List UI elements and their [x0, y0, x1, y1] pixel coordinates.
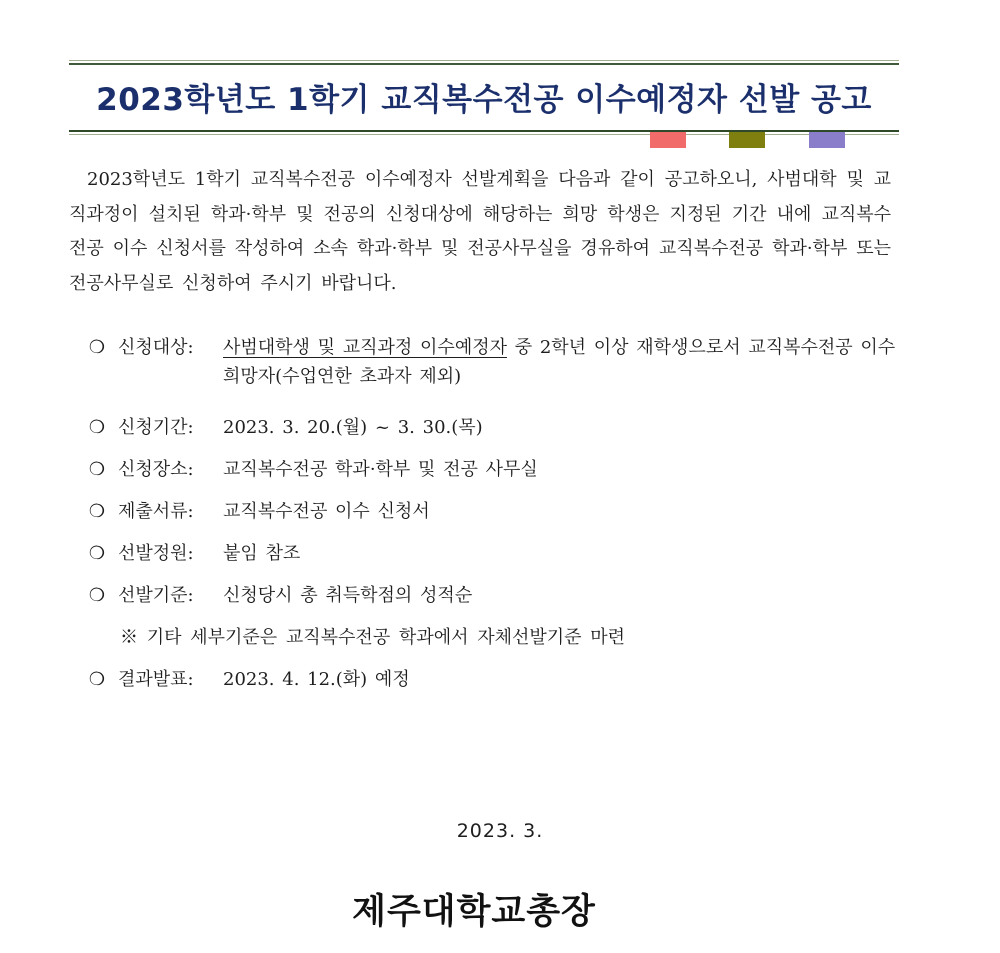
item-value: 신청당시 총 취득학점의 성적순 [223, 585, 473, 606]
item-quota [86, 539, 896, 581]
bullet-icon: ❍ [88, 669, 106, 690]
item-value: 교직복수전공 이수 신청서 [223, 501, 430, 522]
item-label: 신청기간: [118, 417, 194, 438]
notice-date: 2023. 3. [456, 820, 544, 842]
top-rule-thick [69, 63, 899, 65]
item-criteria [86, 581, 896, 623]
bottom-rule-thin [69, 134, 899, 135]
accent-swatch-red [650, 132, 686, 148]
item-label: 선발정원: [118, 543, 194, 564]
item-announcement [86, 665, 896, 707]
item-label: 신청대상: [118, 337, 194, 358]
item-value: 교직복수전공 학과·학부 및 전공 사무실 [223, 459, 538, 480]
item-value: 2023. 3. 20.(월) ~ 3. 30.(목) [223, 417, 483, 438]
issuer-name: 제주대학교총장 [352, 892, 596, 932]
intro-paragraph: 2023학년도 1학기 교직복수전공 이수예정자 선발계획을 다음과 같이 공고하오니, 사범대학 및 교직과정이 설치된 학과·학부 및 전공의 신청대상에 해당하는 희망 학생은 지정된 기간 내에 교직복수전공 이수 신청서를 작성하여 소속 학과·학부 및 전공사무실을 경유하여 교직복수전공 학과·학부 또는 전공사무실로 신청하여 주시기 바랍니다. [69, 169, 891, 294]
item-label: 선발기준: [118, 585, 194, 606]
notice-items [86, 333, 896, 707]
item-applicants [86, 333, 896, 413]
item-period [86, 413, 896, 455]
bullet-icon: ❍ [88, 543, 106, 564]
bullet-icon: ❍ [88, 337, 106, 358]
item-label: 결과발표: [118, 669, 194, 690]
bullet-icon: ❍ [88, 501, 106, 522]
criteria-note: ※ 기타 세부기준은 교직복수전공 학과에서 자체선발기준 마련 [120, 627, 626, 648]
notice-title: 2023학년도 1학기 교직복수전공 이수예정자 선발 공고 [96, 82, 872, 118]
item-value: 붙임 참조 [223, 543, 301, 564]
item-label: 신청장소: [118, 459, 194, 480]
accent-swatch-purple [809, 132, 845, 148]
item-documents [86, 497, 896, 539]
item-value-rest: 중 2학년 이상 재학생으로서 교직복수전공 이수 희망자(수업연한 초과자 제외) [223, 337, 896, 387]
item-place [86, 455, 896, 497]
item-value [223, 333, 896, 391]
accent-swatch-olive [729, 132, 765, 148]
item-value: 2023. 4. 12.(화) 예정 [223, 669, 410, 690]
item-value-underlined: 사범대학생 및 교직과정 이수예정자 [223, 337, 507, 358]
bullet-icon: ❍ [88, 459, 106, 480]
bottom-rule-thick [69, 130, 899, 132]
bullet-icon: ❍ [88, 585, 106, 606]
item-label: 제출서류: [118, 501, 194, 522]
bullet-icon: ❍ [88, 417, 106, 438]
top-rule-thin [69, 60, 899, 61]
